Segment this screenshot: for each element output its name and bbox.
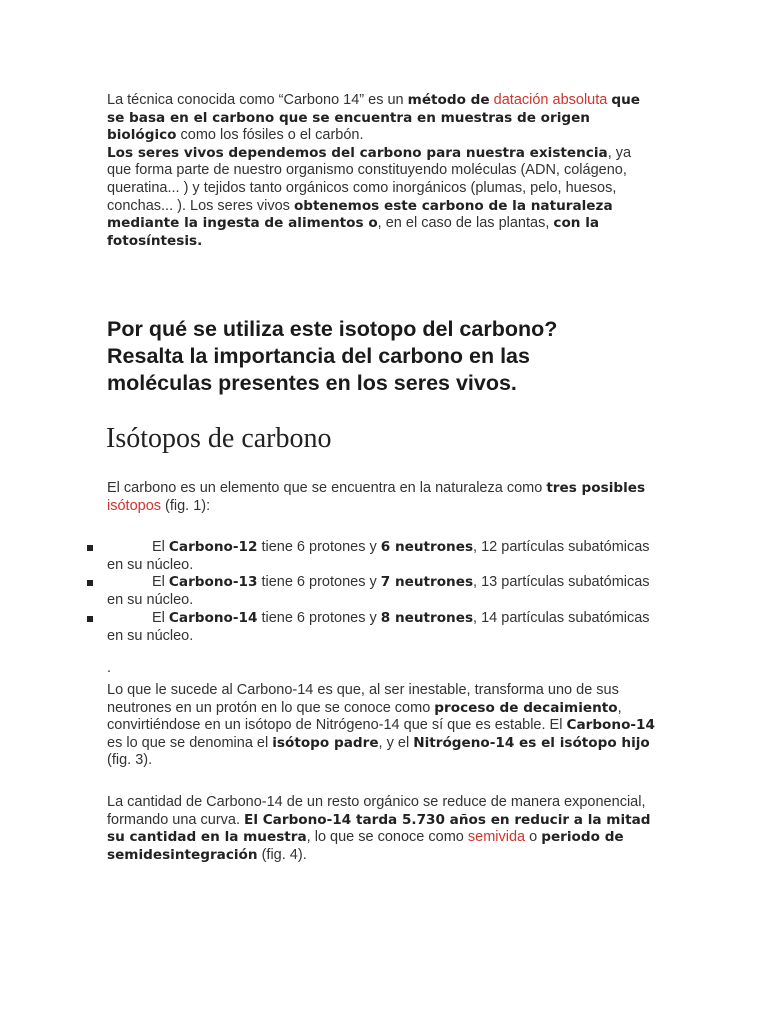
bullet-text-2: tiene 6 protones y: [257, 539, 381, 555]
decay-text-4: , y el: [378, 734, 414, 751]
decay-text-3: es lo que se denomina el: [107, 734, 273, 751]
bullet-text-2: tiene 6 protones y: [257, 610, 381, 626]
bullet-bold-2: 6 neutrones: [380, 539, 474, 555]
isotopes-intro-paragraph: [107, 480, 655, 515]
decay-bold-4: Nitrógeno-14 es el isótopo hijo: [413, 734, 650, 751]
bullet-text-2: tiene 6 protones y: [257, 574, 381, 590]
list-item-carbono-12: [107, 539, 655, 574]
decay-bold-2: Carbono-14: [566, 717, 655, 734]
intro-text-4: como los fósiles o el carbón.: [176, 127, 364, 144]
bullet-bold-1: Carbono-12: [168, 539, 258, 555]
stray-dot: .: [107, 660, 112, 676]
decay-bold-1: proceso de decaimiento: [434, 699, 618, 716]
halflife-text-3: o: [525, 829, 542, 846]
halflife-paragraph: [107, 794, 655, 864]
intro-paragraph: [107, 92, 655, 250]
isotopes-text-3: (fig. 1):: [161, 497, 211, 514]
intro-bold-3: Los seres vivos dependemos del carbono para nuestra existencia: [107, 144, 608, 161]
decay-text-5: (fig. 3).: [107, 752, 153, 769]
halflife-bold-1: El Carbono-14 tarda 5.730 años en reducir a la mitad su cantidad en la muestra: [107, 811, 651, 846]
link-semivida[interactable]: semivida: [467, 829, 526, 846]
link-datacion-absoluta[interactable]: datación absoluta: [493, 92, 608, 108]
intro-bold-4: obtenemos este carbono de la naturaleza mediante la ingesta de alimentos o: [107, 197, 613, 232]
bullet-text-3: , 14 partículas subatómicas en su núcleo.: [107, 610, 650, 644]
intro-bold-2: que se basa en el carbono que se encuentra en muestras de origen biológico: [107, 92, 641, 144]
bullet-marker: [87, 545, 93, 551]
bullet-text-3: , 13 partículas subatómicas en su núcleo.: [107, 574, 650, 608]
intro-bold-5: con la fotosíntesis.: [107, 215, 600, 249]
decay-paragraph: [107, 682, 655, 770]
bullet-bold-1: Carbono-13: [168, 574, 258, 590]
intro-text-6: , en el caso de las plantas,: [377, 215, 554, 232]
list-item-carbono-14: [107, 610, 655, 645]
isotopes-text-1: El carbono es un elemento que se encuentra en la naturaleza como: [107, 480, 547, 496]
halflife-text-2: , lo que se conoce como: [306, 829, 468, 846]
question-line-1: Por qué se utiliza este isotopo del carbono?: [107, 317, 558, 341]
intro-text-1: La técnica conocida como “Carbono 14” es un: [107, 92, 408, 108]
list-item-carbono-13: [107, 574, 655, 609]
bullet-text-3: , 12 partículas subatómicas en su núcleo.: [107, 539, 650, 573]
intro-text-5: , ya que forma parte de nuestro organismo constituyendo moléculas (ADN, colágeno, queratina... ) y tejidos tanto orgánicos como inorgánicos (plumas, pelo, huesos, conchas... ). Los seres vivos: [107, 144, 632, 214]
halflife-bold-2: periodo de semidesintegración: [107, 829, 624, 863]
question-line-3: moléculas presentes en los seres vivos.: [107, 371, 517, 395]
bullet-text-1: El: [152, 574, 169, 590]
bullet-text-1: El: [152, 610, 169, 626]
bullet-marker: [87, 616, 93, 622]
intro-bold-1: método de: [407, 92, 490, 108]
bullet-text-1: El: [152, 539, 169, 555]
decay-text-2: , convirtiéndose en un isótopo de Nitrógeno-14 que sí que es estable. El: [107, 699, 622, 734]
bullet-bold-1: Carbono-14: [168, 610, 258, 626]
question-line-2: Resalta la importancia del carbono en las: [107, 344, 530, 368]
decay-text-1: Lo que le sucede al Carbono-14 es que, al ser inestable, transforma uno de sus neutrones en un protón en lo que se conoce como: [107, 682, 619, 716]
isotopes-bold-1: tres posibles: [546, 480, 646, 496]
bullet-bold-2: 8 neutrones: [380, 610, 474, 626]
section-title: Isótopos de carbono: [106, 423, 332, 454]
link-isotopos[interactable]: isótopos: [107, 497, 162, 514]
halflife-text-1: La cantidad de Carbono-14 de un resto orgánico se reduce de manera exponencial, formando una curva.: [107, 794, 646, 828]
bullet-bold-2: 7 neutrones: [380, 574, 474, 590]
halflife-text-4: (fig. 4).: [257, 846, 307, 863]
bullet-marker: [87, 580, 93, 586]
question-heading: [107, 316, 667, 397]
decay-bold-3: isótopo padre: [272, 734, 379, 751]
